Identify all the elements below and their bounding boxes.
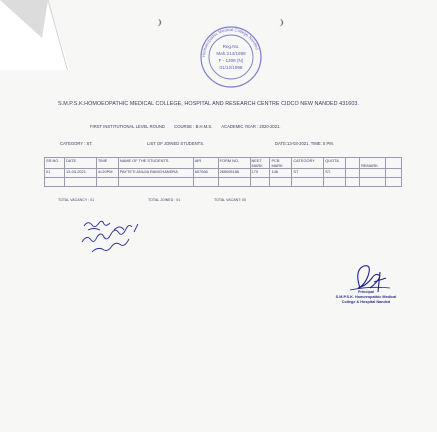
column-header: CATEGORY <box>292 158 324 169</box>
round-label: FIRST INSTITUTIONAL LEVEL ROUND <box>90 124 165 129</box>
total-vacant: TOTAL VACANT: 00 <box>214 198 247 202</box>
table-header-row <box>45 158 402 169</box>
table-cell <box>346 169 360 178</box>
registration-seal-stamp <box>199 25 263 89</box>
seal-line: F - 1308 (N) <box>218 58 244 63</box>
table-cell: 4=20PM <box>96 169 118 178</box>
table-cell: 01 <box>45 169 65 178</box>
table-cell: 607068 <box>193 169 218 178</box>
college-name-header: S.M.P.S.K.HOMOEOPATHIC MEDICAL COLLEGE, HOSPITAL AND RESEARCH CENTRE CIDCO NEW NANDED 431603. <box>58 101 359 107</box>
table-cell: 170 <box>250 169 270 178</box>
column-header <box>386 158 402 169</box>
total-vacancy: TOTAL VACANCY : 01 <box>58 198 95 202</box>
table-cell: 146 <box>270 169 292 178</box>
folded-corner <box>0 0 70 70</box>
table-cell: PAYTETI ANUJA RAMCHANDRA <box>118 169 193 178</box>
principal-line: College & Hospital Nanded <box>341 300 391 304</box>
table-cell: ST <box>292 169 324 178</box>
principal-title: Principal <box>357 290 375 294</box>
column-header: NEET MARK <box>250 158 270 169</box>
seal-ring-text: Homoeopathic Medical College Nanded <box>200 26 260 58</box>
course-label: COURSE : B.H.M.S. <box>174 124 213 129</box>
table-row <box>45 169 402 178</box>
table-cell: 13-03-2021. <box>64 169 96 178</box>
table-cell <box>386 169 402 178</box>
table-cell: 265005186 <box>218 169 250 178</box>
column-header: QUOTA <box>324 158 346 169</box>
column-header: TIME <box>96 158 118 169</box>
total-joined: TOTAL JOINED : 01 <box>148 198 181 202</box>
column-header: REMARK. <box>360 158 386 169</box>
table-cell <box>360 169 386 178</box>
joined-students-table <box>44 157 402 187</box>
table-cell: ST. <box>324 169 346 178</box>
seal-line: Reg.No. <box>222 44 240 49</box>
list-title: LIST OF JOINED STUDENTS. <box>147 141 205 146</box>
column-header: FORM NO. <box>218 158 250 169</box>
seal-line: 01/12/1998 <box>219 65 243 70</box>
table-row-empty <box>45 178 402 187</box>
column-header: NAME OF THE STUDENTS. <box>118 158 193 169</box>
punch-hole-mark: ❩ <box>156 18 163 27</box>
seal-line: Mah.214/1998 <box>216 51 246 56</box>
principal-stamp <box>318 290 414 305</box>
round-course-line <box>90 124 289 129</box>
academic-year-label: ACADEMIC YEAR : 2020-2021. <box>221 124 281 129</box>
punch-hole-mark: ❩ <box>278 18 285 27</box>
principal-line: S.M.P.S.K. Homoeopathic Medical <box>335 295 397 299</box>
category-label: CATEGORY : ST. <box>60 141 93 146</box>
column-header: PCB MARK <box>270 158 292 169</box>
date-time-label: DATE:13-03-2021. TIME: 5 PM. <box>275 141 334 146</box>
column-header <box>346 158 360 169</box>
column-header: AIR <box>193 158 218 169</box>
column-header: DATE. <box>64 158 96 169</box>
column-header: SR.NO. <box>45 158 65 169</box>
handwritten-signature-official <box>78 212 148 256</box>
